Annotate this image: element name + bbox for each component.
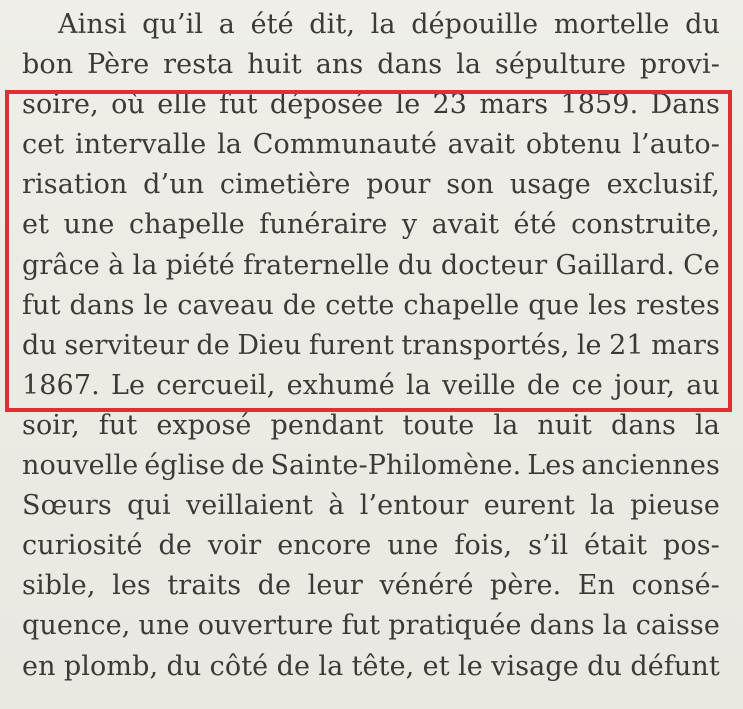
word: où (111, 89, 145, 121)
word: caisse (635, 610, 720, 642)
text-line (22, 169, 720, 209)
word: la (370, 9, 396, 40)
word: l’entour (359, 490, 469, 522)
word: encore (277, 530, 372, 562)
word: la (217, 129, 242, 161)
text-line (22, 610, 720, 650)
word: Communauté (252, 129, 437, 161)
body-text (22, 9, 720, 691)
word: cette (325, 289, 395, 321)
word: ans (315, 49, 364, 81)
word: exclusif, (606, 169, 720, 201)
word: resta (163, 49, 234, 81)
word: était (584, 530, 648, 562)
word: quence, (22, 610, 131, 642)
word: qui (127, 490, 171, 522)
text-line (22, 250, 720, 290)
word: la (405, 369, 431, 401)
word: l’auto- (632, 129, 720, 161)
word: le (576, 329, 602, 361)
word: 1867. (22, 369, 100, 401)
word: consé- (631, 570, 720, 602)
word: soir, (22, 409, 80, 441)
word: la (590, 490, 615, 522)
word: elle (157, 89, 207, 121)
word: son (446, 169, 495, 201)
word: pieuse (630, 490, 720, 522)
word: mortelle (553, 9, 670, 40)
text-line (22, 370, 720, 410)
word: le (458, 650, 483, 682)
word: serviteur (64, 329, 189, 361)
word: usage (509, 169, 591, 201)
word: pratiquée (388, 610, 522, 642)
word: fut (219, 89, 258, 121)
word: la (132, 249, 158, 281)
word: été (513, 209, 557, 241)
word: furent (308, 329, 394, 361)
word: nouvelle (22, 450, 139, 482)
word: fraternelle (243, 249, 390, 281)
word: de (257, 570, 292, 602)
word: en (22, 650, 56, 682)
text-line (22, 9, 720, 49)
word: dans (69, 289, 135, 321)
word: bon (22, 49, 74, 81)
word: dans (377, 49, 443, 81)
word: le (143, 289, 169, 321)
word: dans (610, 409, 676, 441)
word: ce (571, 369, 603, 401)
word: de (282, 289, 317, 321)
word: père. (490, 570, 562, 602)
word: jour, (614, 369, 676, 401)
word: du (685, 9, 720, 40)
word: restes (635, 289, 720, 321)
word: Père (87, 49, 150, 81)
word: de (158, 530, 192, 562)
word: la (456, 49, 482, 81)
text-line (22, 410, 720, 450)
word: pour (366, 169, 431, 201)
word: chapelle (403, 289, 520, 321)
word: cet (22, 129, 65, 161)
word: Ce (683, 249, 720, 281)
word: transportés, (401, 329, 570, 361)
text-line (22, 570, 720, 610)
word: Dieu (237, 329, 302, 361)
word: de (276, 650, 311, 682)
word: curiosité (22, 530, 143, 562)
word: Ainsi (58, 9, 127, 40)
word: 21 (609, 329, 644, 361)
word: une (63, 209, 115, 241)
word: fut (22, 289, 61, 321)
word: déposée (269, 89, 384, 121)
word: sépulture (494, 49, 627, 81)
word: Les (527, 450, 576, 482)
word: avait (431, 209, 500, 241)
text-line (22, 330, 720, 370)
word: avait (447, 129, 516, 161)
word: intervalle (74, 129, 207, 161)
word: du (397, 249, 433, 281)
word: voir (207, 530, 262, 562)
word: nuit (537, 409, 592, 441)
word: et (422, 650, 450, 682)
word: la (694, 409, 720, 441)
text-line (22, 129, 720, 169)
word: sible, (22, 570, 96, 602)
word: une (387, 530, 439, 562)
word: mars (479, 89, 549, 121)
word: d’un (143, 169, 205, 201)
word: dépouille (411, 9, 539, 40)
word: à (108, 249, 125, 281)
word: de (231, 450, 265, 482)
word: 1859. (560, 89, 639, 121)
word: toute (402, 409, 475, 441)
word: docteur (440, 249, 548, 281)
word: dans (529, 610, 595, 642)
word: leur (307, 570, 363, 602)
word: que (528, 289, 580, 321)
word: au (686, 369, 720, 401)
text-line (22, 209, 720, 249)
word: a (218, 9, 235, 40)
word: le (395, 89, 421, 121)
word: s’il (528, 530, 569, 562)
word: caveau (177, 289, 274, 321)
word: cercueil, (156, 369, 276, 401)
word: les (112, 570, 151, 602)
word: Sainte-Philomène. (270, 450, 522, 482)
word: tête, (351, 650, 415, 682)
word: mars (651, 329, 720, 361)
word: veillaient (185, 490, 314, 522)
word: ouverture (197, 610, 334, 642)
word: traits (167, 570, 242, 602)
word: 23 (432, 89, 468, 121)
word: dit, (309, 9, 356, 40)
word: du (166, 650, 202, 682)
word: veille (442, 369, 516, 401)
word: côté (209, 650, 269, 682)
word: exposé (156, 409, 252, 441)
word: du (587, 650, 623, 682)
word: grâce (22, 249, 100, 281)
word: En (577, 570, 616, 602)
text-line (22, 490, 720, 530)
word: huit (247, 49, 302, 81)
word: funéraire (259, 209, 388, 241)
word: et (22, 209, 50, 241)
word: qu’il (142, 9, 204, 40)
word: église (144, 450, 226, 482)
text-line (22, 450, 720, 490)
word: vénéré (379, 570, 474, 602)
word: fut (341, 610, 381, 642)
word: y (401, 209, 418, 241)
text-line (22, 49, 720, 89)
word: soire, (22, 89, 99, 121)
text-line (22, 290, 720, 330)
word: risation (22, 169, 128, 201)
text-line (22, 651, 720, 691)
word: chapelle (128, 209, 245, 241)
word: obtenu (525, 129, 622, 161)
word: plomb, (63, 650, 159, 682)
word: provi- (639, 49, 720, 81)
word: à (328, 490, 345, 522)
word: fut (98, 409, 138, 441)
word: anciennes (581, 450, 720, 482)
word: piété (165, 249, 235, 281)
word: exhumé (286, 369, 395, 401)
word: eurent (483, 490, 575, 522)
word: pendant (270, 409, 384, 441)
word: pos- (662, 530, 720, 562)
word: la (602, 610, 628, 642)
word: Gaillard. (555, 249, 675, 281)
word: été (250, 9, 294, 40)
word: les (588, 289, 627, 321)
word: défunt (630, 650, 720, 682)
word: la (493, 409, 519, 441)
word: visage (491, 650, 579, 682)
word: du (22, 329, 57, 361)
word: la (318, 650, 344, 682)
text-line (22, 89, 720, 129)
word: Sœurs (22, 490, 112, 522)
word: fois, (454, 530, 513, 562)
word: construite, (571, 209, 720, 241)
word: une (138, 610, 190, 642)
word: Le (110, 369, 146, 401)
word: Dans (650, 89, 720, 121)
word: de (526, 369, 561, 401)
word: de (196, 329, 230, 361)
text-line (22, 530, 720, 570)
word: cimetière (219, 169, 351, 201)
